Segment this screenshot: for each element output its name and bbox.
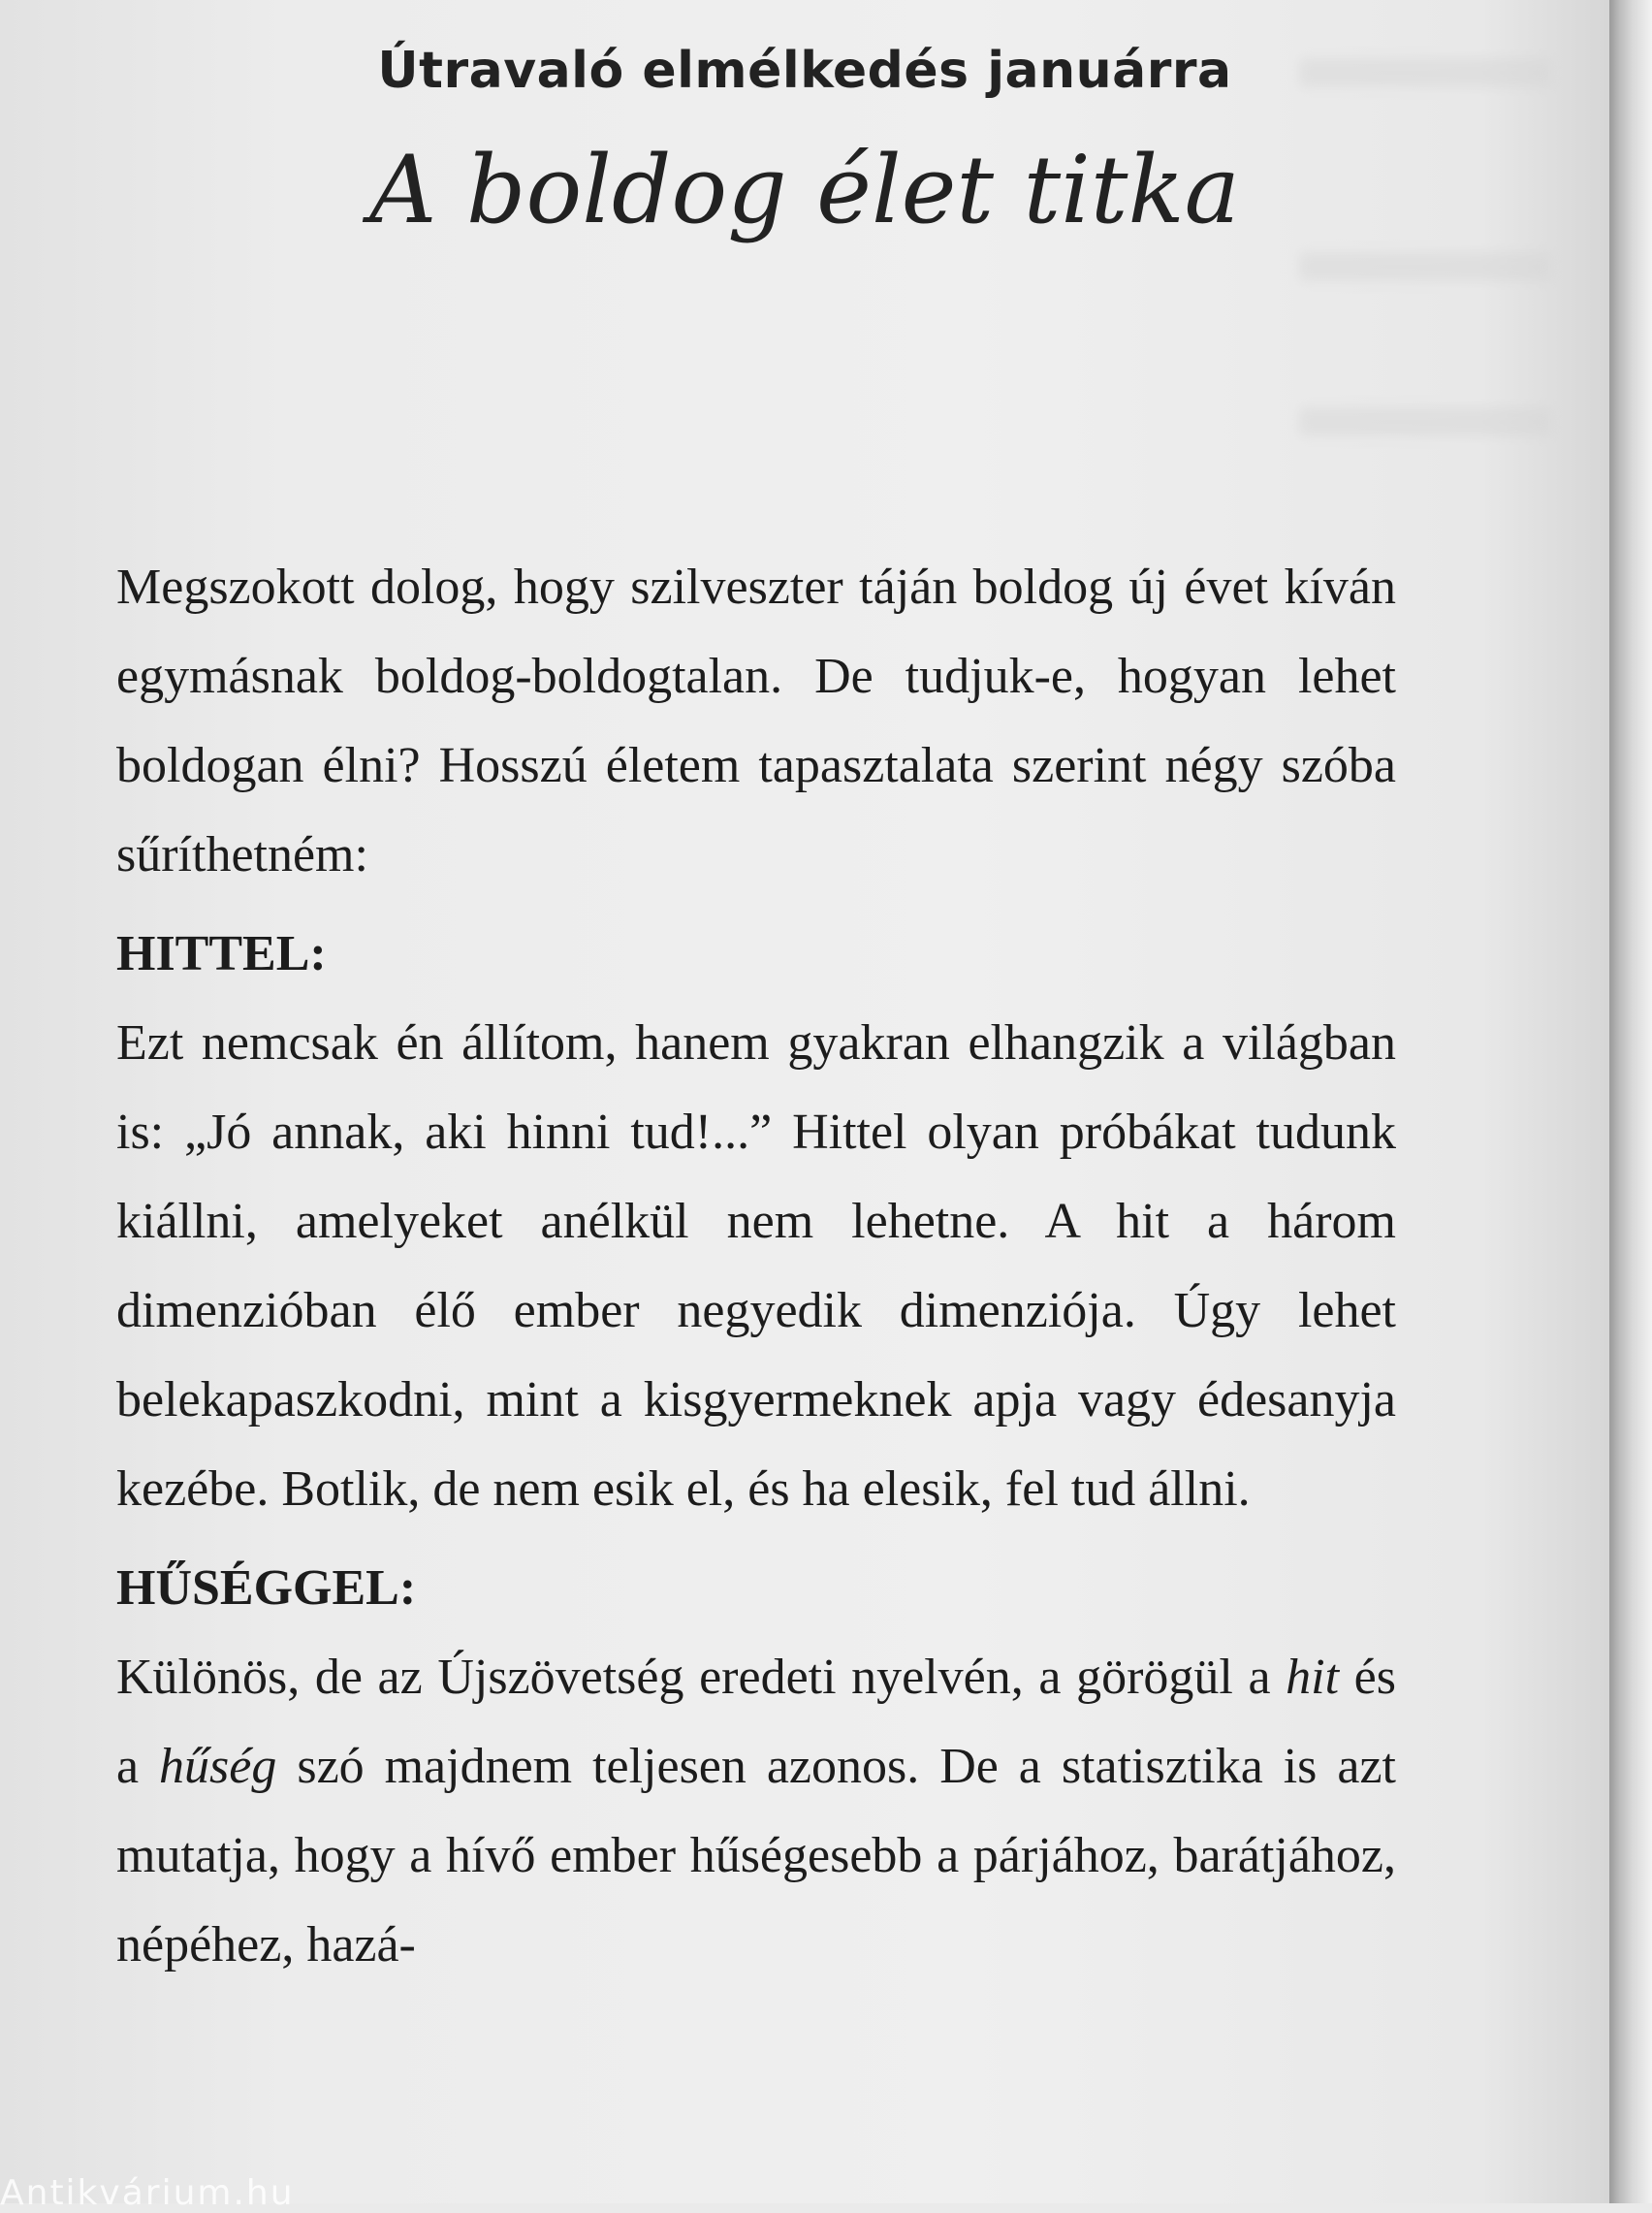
emphasis-hit: hit bbox=[1286, 1650, 1340, 1705]
book-spine-edge bbox=[1609, 0, 1652, 2203]
page-header bbox=[0, 27, 1609, 248]
article-body bbox=[116, 543, 1396, 1990]
section-text-huseggel bbox=[116, 1633, 1396, 1990]
section-heading-huseggel: HŰSÉGGEL: bbox=[116, 1560, 417, 1616]
show-through-shadow bbox=[1299, 407, 1551, 436]
intro-paragraph: Megszokott dolog, hogy szilveszter táján boldog új évet kíván egymásnak boldog-boldogtalan. De tudjuk-e, hogyan lehet boldogan élni? Hosszú életem tapasztalata szerint négy szóba sűríthetném: bbox=[116, 560, 1396, 882]
text-fragment: szó majdnem teljesen azonos. De a statisztika is azt mutatja, hogy a hívő ember hűségesebb a párjához, barátjához, népéhez, hazá- bbox=[116, 1739, 1396, 1972]
page-title: A boldog élet titka bbox=[369, 136, 1240, 244]
text-fragment: Különös, de az Újszövetség eredeti nyelvén, a görögül a bbox=[116, 1650, 1287, 1705]
text-fragment: és a bbox=[116, 1650, 1396, 1794]
emphasis-huseg: hűség bbox=[159, 1739, 277, 1794]
section-heading-hittel: HITTEL: bbox=[116, 926, 327, 981]
show-through-shadow bbox=[1299, 252, 1551, 281]
section-text-hittel: Ezt nemcsak én állítom, hanem gyakran elhangzik a világban is: „Jó annak, aki hinni tud!...” Hittel olyan próbákat tudunk kiállni, amelyeket anélkül nem lehetne. A hit a három dimenzióban élő ember negyedik dimenziója. Úgy lehet belekapaszkodni, mint a kisgyermeknek apja vagy édesanyja kezébe. Botlik, de nem esik el, és ha elesik, fel tud állni. bbox=[116, 1015, 1396, 1517]
watermark: Antikvárium.hu bbox=[0, 2173, 295, 2213]
page-subtitle: Útravaló elmélkedés januárra bbox=[377, 42, 1232, 100]
